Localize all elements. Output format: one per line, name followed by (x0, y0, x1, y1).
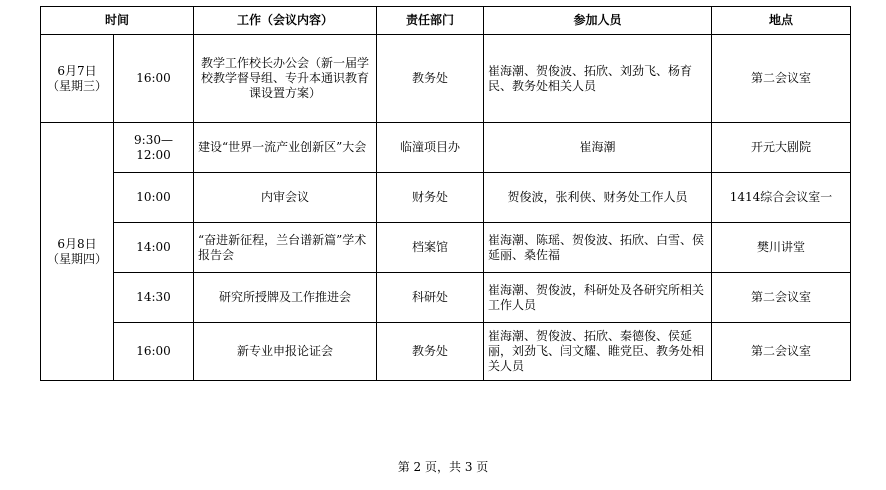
date-cell (41, 35, 114, 123)
date-cell (41, 123, 114, 381)
people-cell: 崔海潮、贺俊波、拓欣、刘劲飞、杨育民、教务处相关人员 (484, 35, 712, 123)
header-dept: 责任部门 (377, 7, 484, 35)
table-row (41, 123, 851, 173)
dept-cell: 教务处 (377, 323, 484, 381)
page-number: 第 2 页，共 3 页 (397, 460, 489, 474)
header-row (41, 7, 851, 35)
weekday-label: （星期四） (46, 251, 107, 266)
place-cell: 第二会议室 (712, 323, 851, 381)
people-cell: 崔海潮 (484, 123, 712, 173)
table-row (41, 35, 851, 123)
time-cell: 14:00 (114, 223, 194, 273)
dept-cell: 临潼项目办 (377, 123, 484, 173)
place-cell: 第二会议室 (712, 273, 851, 323)
table-row (41, 273, 851, 323)
people-cell: 崔海潮、陈瑶、贺俊波、拓欣、白雪、侯延丽、桑佐福 (484, 223, 712, 273)
dept-cell: 档案馆 (377, 223, 484, 273)
header-place: 地点 (712, 7, 851, 35)
dept-cell: 财务处 (377, 173, 484, 223)
table-row (41, 223, 851, 273)
date-label: 6月8日 (57, 236, 97, 251)
schedule-table (40, 6, 851, 381)
time-cell: 10:00 (114, 173, 194, 223)
table-row (41, 323, 851, 381)
place-cell: 樊川讲堂 (712, 223, 851, 273)
header-people: 参加人员 (484, 7, 712, 35)
dept-cell: 科研处 (377, 273, 484, 323)
place-cell: 第二会议室 (712, 35, 851, 123)
time-cell: 16:00 (114, 35, 194, 123)
header-time: 时间 (41, 7, 194, 35)
weekday-label: （星期三） (46, 78, 107, 93)
dept-cell: 教务处 (377, 35, 484, 123)
time-cell: 16:00 (114, 323, 194, 381)
place-cell: 1414综合会议室一 (712, 173, 851, 223)
header-work: 工作（会议内容） (194, 7, 377, 35)
people-cell: 崔海潮、贺俊波，科研处及各研究所相关工作人员 (484, 273, 712, 323)
work-cell: 教学工作校长办公会（新一届学校教学督导组、专升本通识教育课设置方案） (194, 35, 377, 123)
work-cell: 建设“世界一流产业创新区”大会 (194, 123, 377, 173)
time-cell: 14:30 (114, 273, 194, 323)
work-cell: 研究所授牌及工作推进会 (194, 273, 377, 323)
date-label: 6月7日 (57, 63, 97, 78)
table-row (41, 173, 851, 223)
time-cell: 9:30—12:00 (114, 123, 194, 173)
place-cell: 开元大剧院 (712, 123, 851, 173)
work-cell: 内审会议 (194, 173, 377, 223)
people-cell: 崔海潮、贺俊波、拓欣、秦德俊、侯延丽，刘劲飞、闫文耀、睢党臣、教务处相关人员 (484, 323, 712, 381)
work-cell: 新专业申报论证会 (194, 323, 377, 381)
work-cell: “奋进新征程，兰台谱新篇”学术报告会 (194, 223, 377, 273)
people-cell: 贺俊波，张利侠、财务处工作人员 (484, 173, 712, 223)
